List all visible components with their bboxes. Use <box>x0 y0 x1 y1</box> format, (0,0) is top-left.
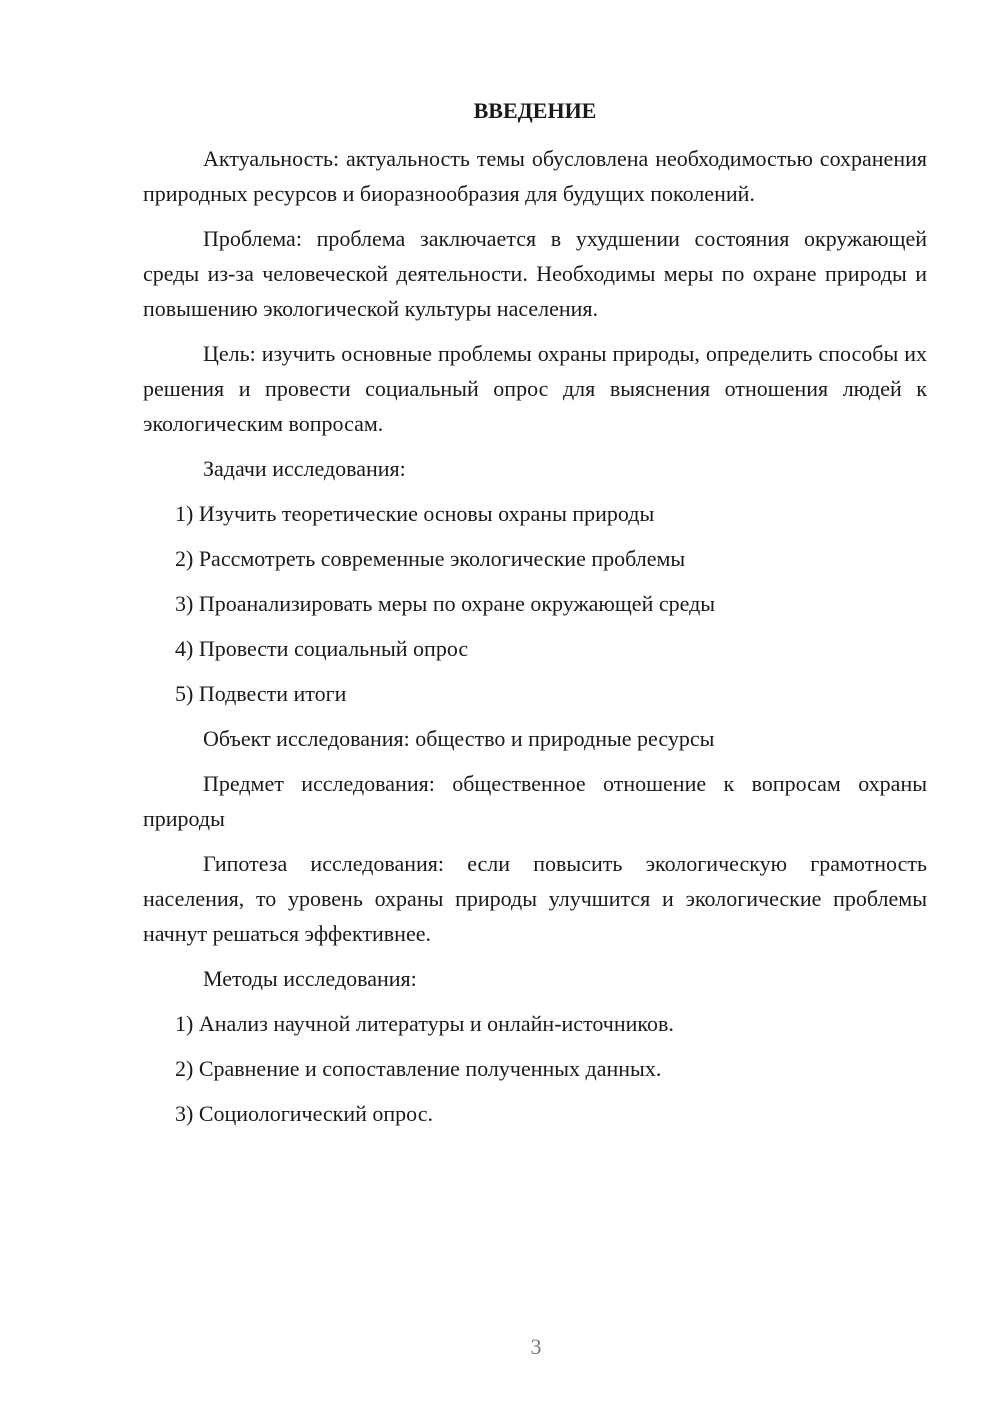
list-item: 2) Рассмотреть современные экологические проблемы <box>175 546 686 571</box>
tasks-list <box>143 496 927 711</box>
list-item: 1) Изучить теоретические основы охраны природы <box>175 501 655 526</box>
list-item: 4) Провести социальный опрос <box>175 636 469 661</box>
methods-list <box>143 1006 927 1131</box>
list-item: 5) Подвести итоги <box>175 681 347 706</box>
list-item: 2) Сравнение и сопоставление полученных данных. <box>175 1056 662 1081</box>
page-number: 3 <box>530 1334 542 1359</box>
methods-heading: Методы исследования: <box>203 966 417 991</box>
object-paragraph: Объект исследования: общество и природные ресурсы <box>203 726 715 751</box>
actuality-paragraph: Актуальность: актуальность темы обусловлена необходимостью сохранения природных ресурсов и биоразнообразия для будущих поколений. <box>143 146 927 206</box>
tasks-heading: Задачи исследования: <box>203 456 406 481</box>
section-title: ВВЕДЕНИЕ <box>473 98 597 123</box>
list-item: 3) Социологический опрос. <box>175 1101 433 1126</box>
list-item: 3) Проанализировать меры по охране окружающей среды <box>175 591 716 616</box>
problem-paragraph: Проблема: проблема заключается в ухудшении состояния окружающей среды из-за человеческой деятельности. Необходимы меры по охране природы и повышению экологической культуры населения. <box>143 226 927 321</box>
goal-paragraph: Цель: изучить основные проблемы охраны природы, определить способы их решения и провести социальный опрос для выяснения отношения людей к экологическим вопросам. <box>143 341 927 436</box>
hypothesis-paragraph: Гипотеза исследования: если повысить экологическую грамотность населения, то уровень охраны природы улучшится и экологические проблемы начнут решаться эффективнее. <box>143 851 927 946</box>
document-body <box>143 96 927 1141</box>
subject-paragraph: Предмет исследования: общественное отношение к вопросам охраны природы <box>143 771 927 831</box>
list-item: 1) Анализ научной литературы и онлайн-источников. <box>175 1011 674 1036</box>
